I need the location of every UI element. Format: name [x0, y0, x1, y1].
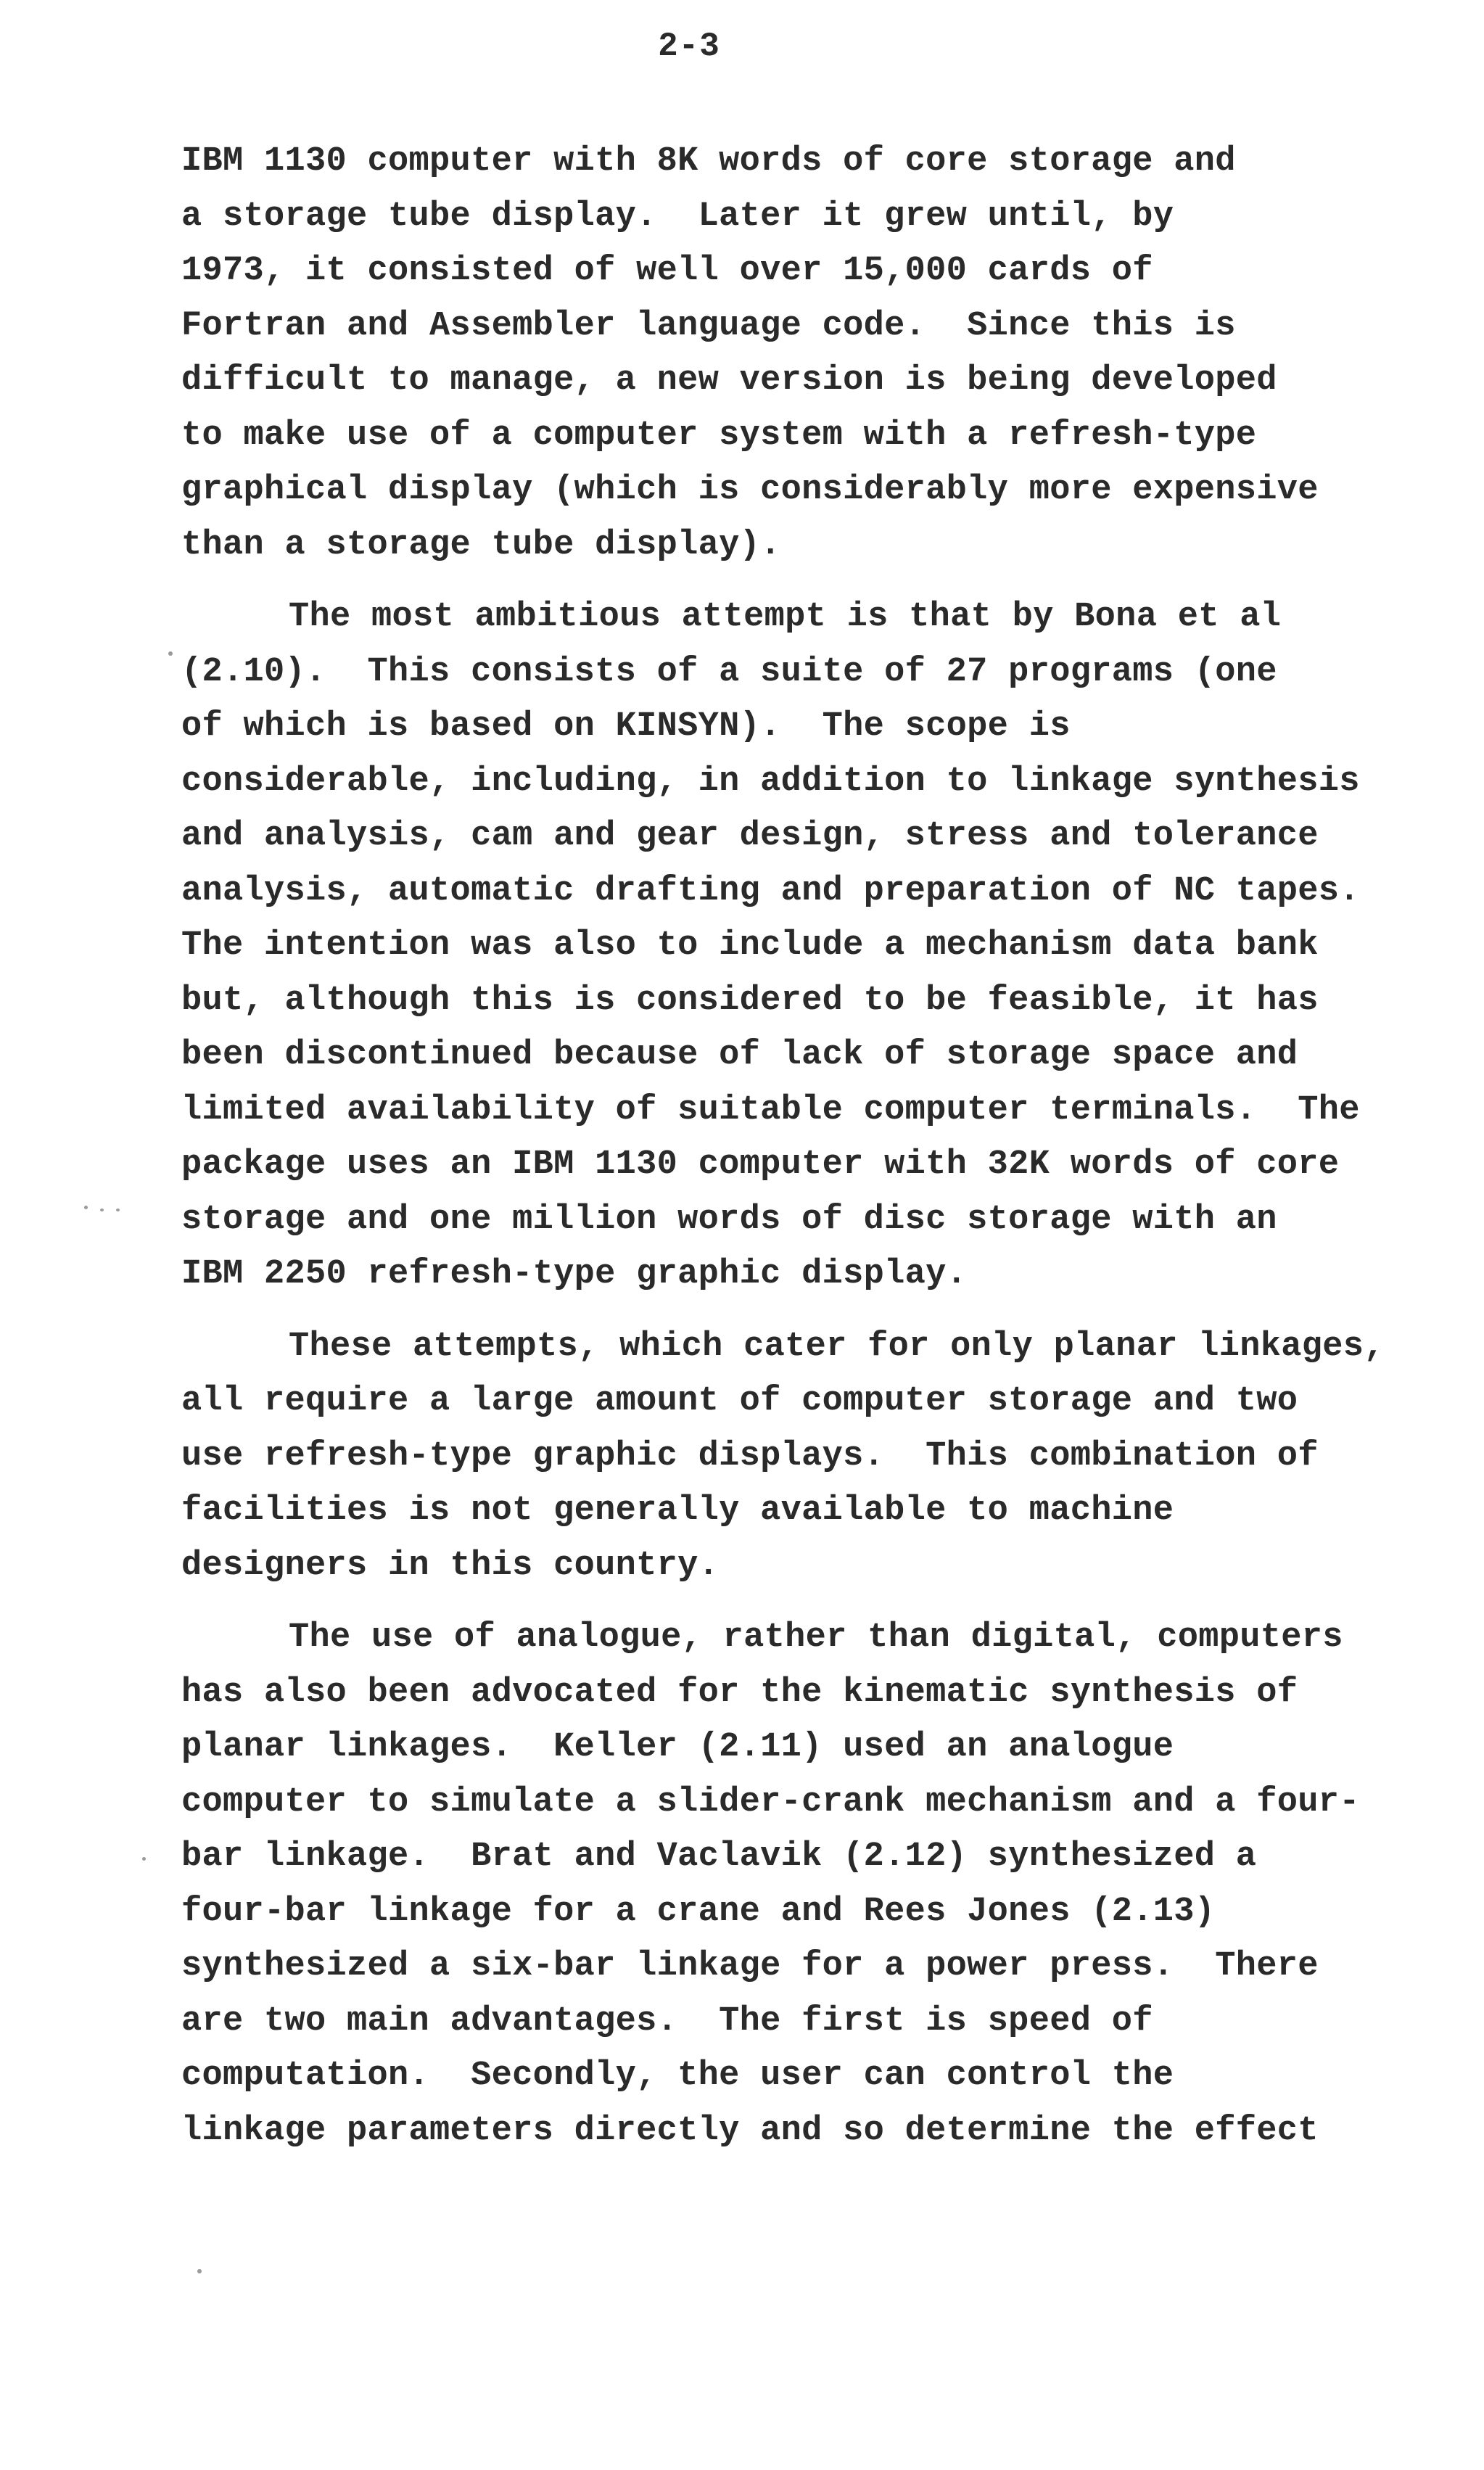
text-line: facilities is not generally available to machine — [181, 1491, 1174, 1530]
scan-speck — [142, 1857, 146, 1861]
text-line: and analysis, cam and gear design, stress and tolerance — [181, 817, 1319, 855]
text-line: all require a large amount of computer storage and two — [181, 1382, 1298, 1420]
scan-speck — [116, 1209, 120, 1211]
text-line: use refresh-type graphic displays. This combination of — [181, 1436, 1319, 1475]
text-line: four-bar linkage for a crane and Rees Jones (2.13) — [181, 1892, 1216, 1931]
text-line: linkage parameters directly and so determine the effect — [181, 2111, 1319, 2150]
text-line: been discontinued because of lack of storage space and — [181, 1036, 1298, 1074]
scan-speck — [84, 1206, 88, 1209]
text-line: has also been advocated for the kinematic synthesis of — [181, 1673, 1298, 1712]
text-line: package uses an IBM 1130 computer with 32K words of core — [181, 1145, 1340, 1184]
text-line: The most ambitious attempt is that by Bona et al — [289, 598, 1282, 636]
text-line: 1973, it consisted of well over 15,000 cards of — [181, 252, 1153, 290]
text-line: than a storage tube display). — [181, 525, 781, 564]
scan-speck — [100, 1209, 104, 1211]
paragraph — [181, 134, 1458, 572]
text-line: graphical display (which is considerably more expensive — [181, 471, 1319, 509]
text-line: designers in this country. — [181, 1546, 720, 1585]
text-line: of which is based on KINSYN). The scope is — [181, 707, 1071, 746]
text-line: to make use of a computer system with a refresh-type — [181, 416, 1257, 455]
paragraph — [181, 1320, 1458, 1594]
text-line: The use of analogue, rather than digital, computers — [289, 1618, 1343, 1657]
scan-speck — [197, 2269, 202, 2273]
text-line: storage and one million words of disc storage with an — [181, 1200, 1277, 1239]
text-line: planar linkages. Keller (2.11) used an analogue — [181, 1728, 1174, 1766]
text-line: The intention was also to include a mechanism data bank — [181, 926, 1319, 965]
text-line: analysis, automatic drafting and preparation of NC tapes. — [181, 871, 1360, 910]
body-text — [181, 134, 1458, 2175]
text-line: considerable, including, in addition to linkage synthesis — [181, 762, 1360, 801]
text-line: (2.10). This consists of a suite of 27 programs (one — [181, 652, 1277, 691]
text-line: IBM 2250 refresh-type graphic display. — [181, 1255, 968, 1293]
text-line: difficult to manage, a new version is being developed — [181, 361, 1277, 400]
text-line: computation. Secondly, the user can control the — [181, 2057, 1174, 2095]
page-number: 2-3 — [658, 28, 720, 65]
text-line: synthesized a six-bar linkage for a power press. There — [181, 1947, 1319, 1985]
text-line: computer to simulate a slider-crank mechanism and a four- — [181, 1782, 1360, 1821]
text-line: are two main advantages. The first is speed of — [181, 2001, 1153, 2041]
text-line: Fortran and Assembler language code. Since this is — [181, 306, 1236, 345]
paragraph — [181, 590, 1458, 1302]
text-line: limited availability of suitable computer terminals. The — [181, 1090, 1360, 1129]
text-line: These attempts, which cater for only planar linkages, — [289, 1327, 1385, 1366]
text-line: bar linkage. Brat and Vaclavik (2.12) synthesized a — [181, 1837, 1257, 1876]
text-line: but, although this is considered to be feasible, it has — [181, 981, 1319, 1020]
scan-speck — [168, 651, 173, 656]
paragraph — [181, 1610, 1458, 2158]
text-line: IBM 1130 computer with 8K words of core storage and — [181, 142, 1236, 181]
text-line: a storage tube display. Later it grew until, by — [181, 197, 1174, 236]
